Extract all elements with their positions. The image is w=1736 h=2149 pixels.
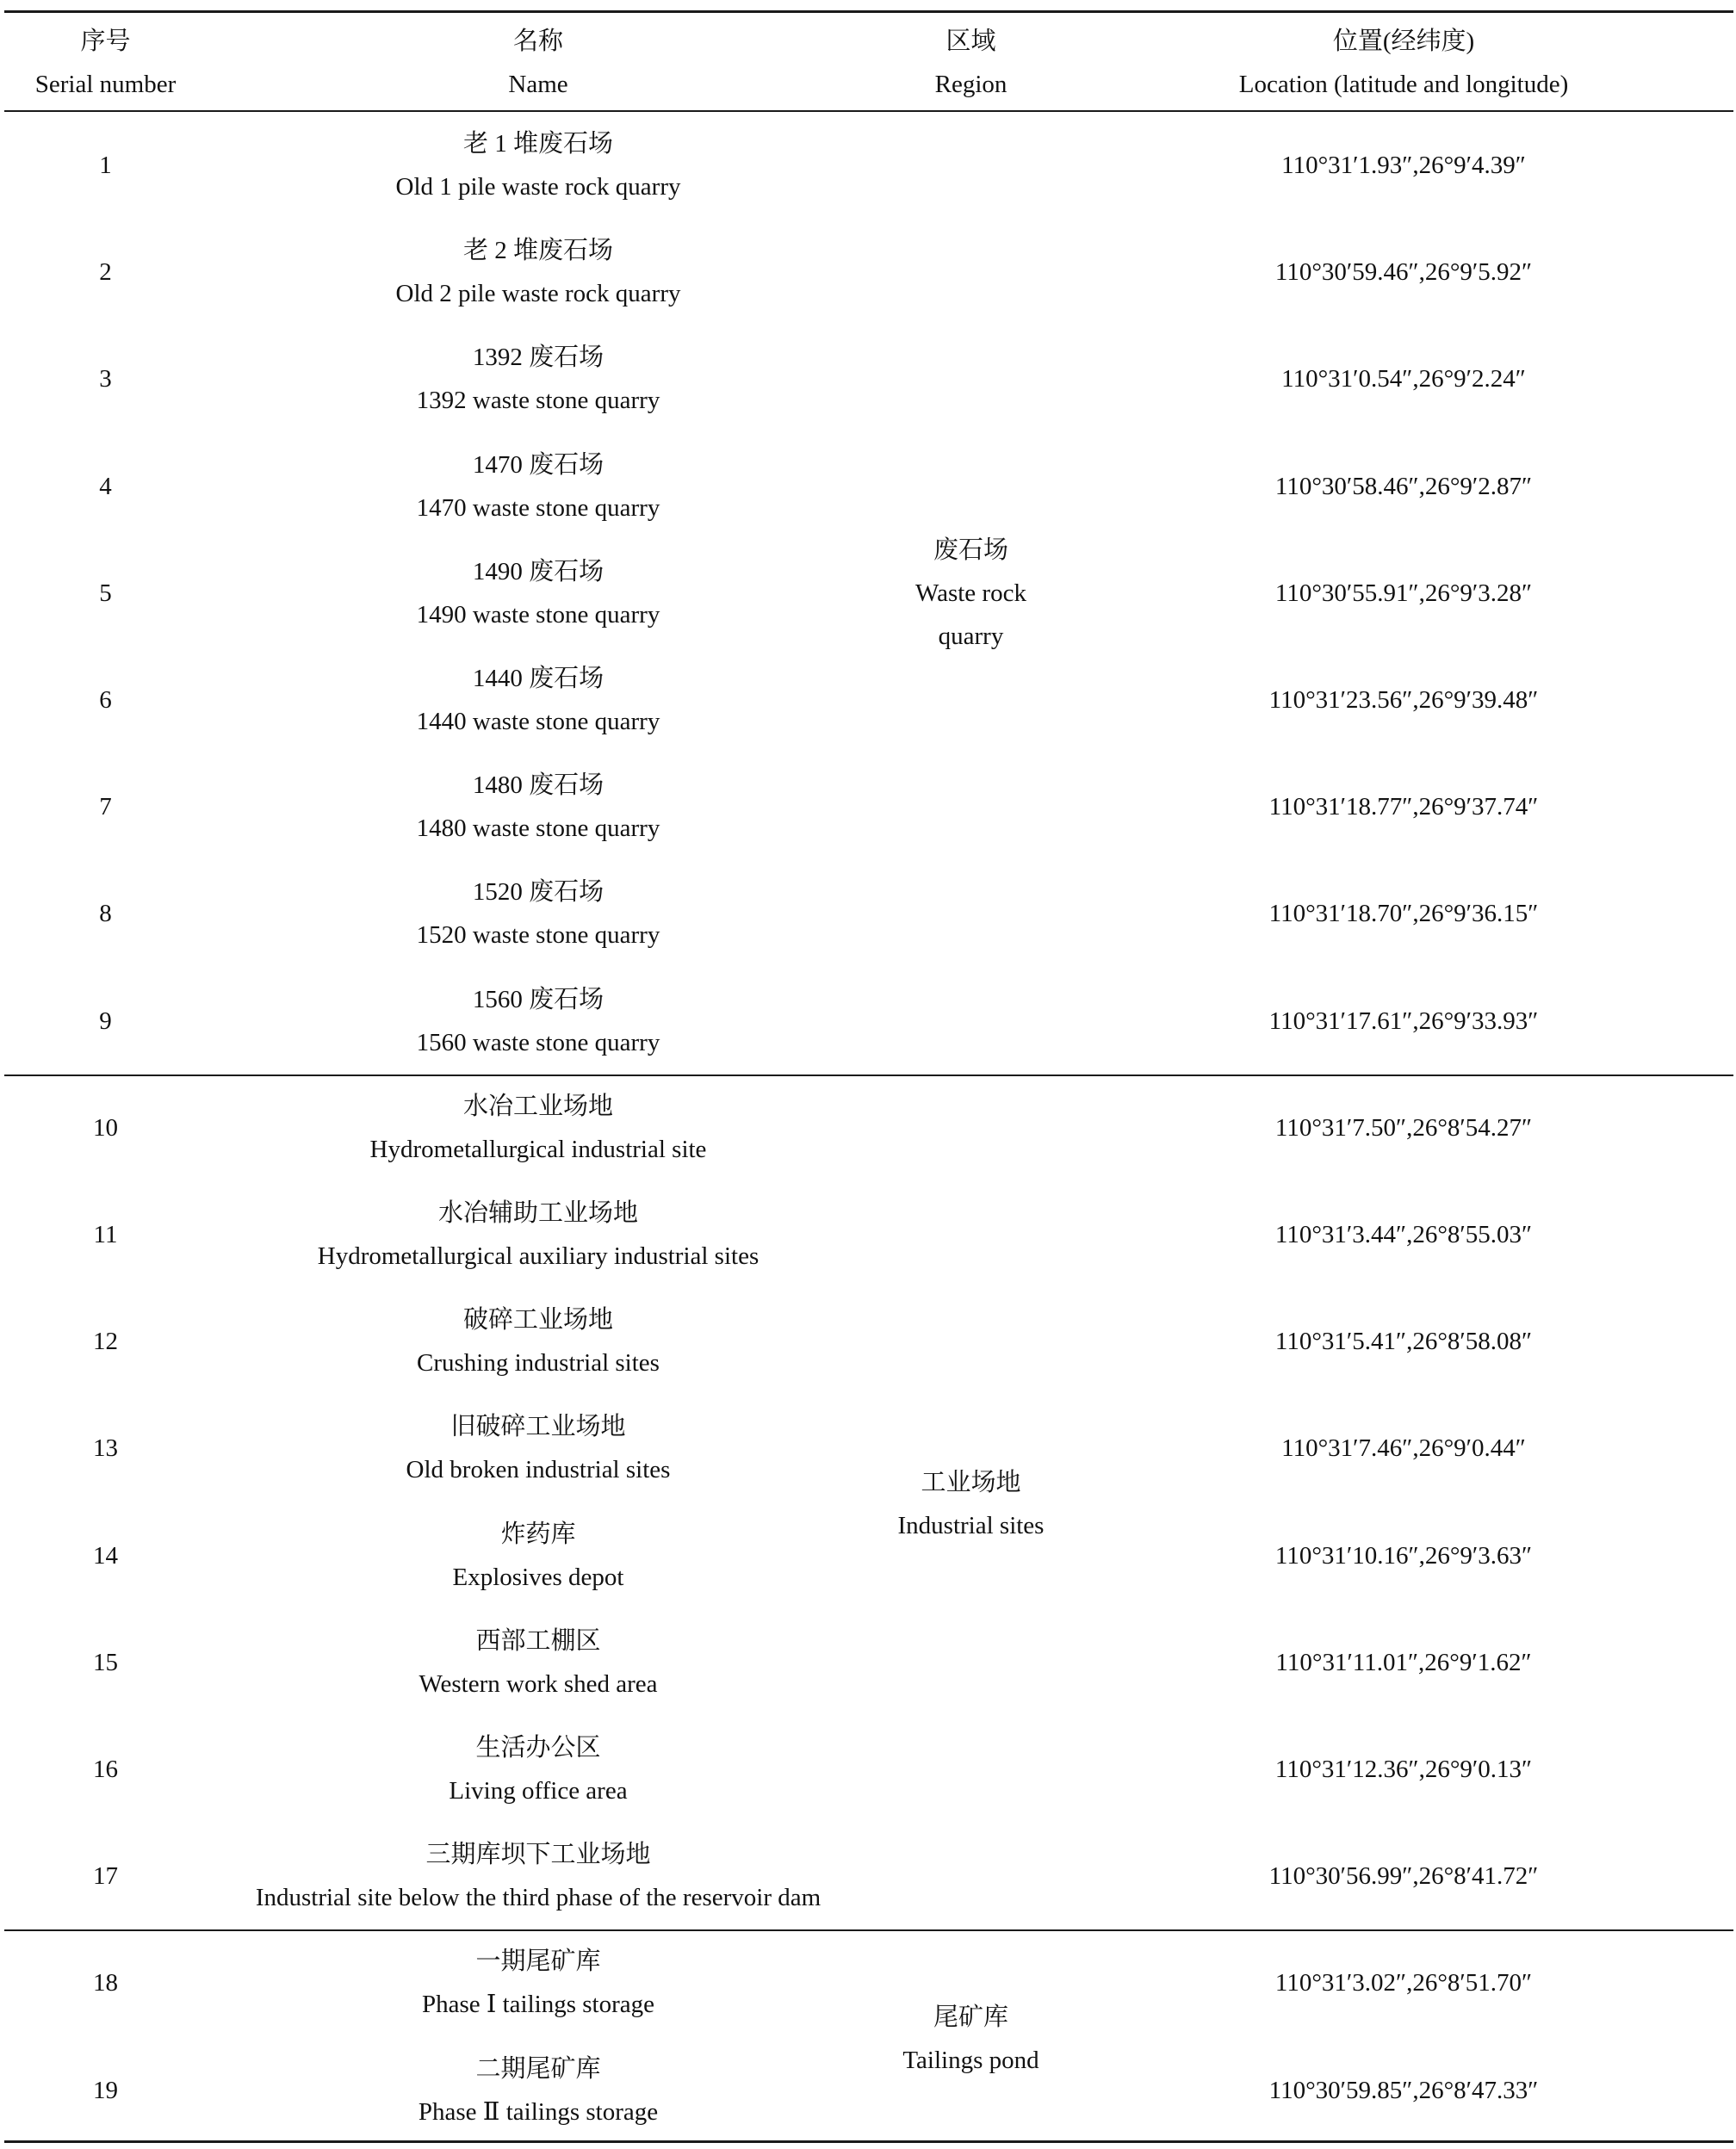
name-en: Living office area bbox=[449, 1777, 628, 1805]
region-en: Industrial sites bbox=[897, 1512, 1045, 1539]
location-cell: 110°31′23.56″,26°9′39.48″ bbox=[1268, 686, 1539, 714]
serial-cell: 4 bbox=[99, 473, 112, 500]
region-cn: 尾矿库 bbox=[933, 2003, 1008, 2031]
header-serial-cn: 序号 bbox=[80, 28, 131, 55]
name-cn: 水冶工业场地 bbox=[462, 1093, 613, 1120]
serial-cell: 9 bbox=[99, 1007, 112, 1035]
table-bottom-rule bbox=[4, 2140, 1733, 2143]
name-cell bbox=[194, 657, 883, 743]
name-en: 1520 waste stone quarry bbox=[416, 921, 660, 949]
name-cell bbox=[194, 2047, 883, 2134]
name-en: Crushing industrial sites bbox=[417, 1349, 660, 1377]
name-cell bbox=[194, 550, 883, 636]
location-cell: 110°31′5.41″,26°8′58.08″ bbox=[1274, 1328, 1533, 1355]
serial-cell: 7 bbox=[99, 793, 112, 821]
serial-cell: 6 bbox=[99, 686, 112, 714]
name-en: Western work shed area bbox=[418, 1670, 658, 1698]
name-cell bbox=[194, 229, 883, 315]
serial-cell: 2 bbox=[99, 258, 112, 286]
location-cell: 110°30′55.91″,26°9′3.28″ bbox=[1274, 579, 1533, 607]
name-en: 1480 waste stone quarry bbox=[416, 814, 660, 842]
name-cell bbox=[194, 978, 883, 1064]
location-cell: 110°30′58.46″,26°9′2.87″ bbox=[1274, 473, 1533, 500]
name-cn: 炸药库 bbox=[500, 1520, 576, 1548]
name-cn: 西部工棚区 bbox=[475, 1627, 601, 1655]
name-cn: 老 2 堆废石场 bbox=[462, 237, 613, 264]
header-region-cn: 区域 bbox=[946, 28, 996, 55]
name-en: Old 1 pile waste rock quarry bbox=[395, 173, 681, 201]
region-en: Tailings pond bbox=[902, 2047, 1039, 2074]
name-cn: 二期尾矿库 bbox=[475, 2055, 601, 2083]
region-cell-industrial bbox=[861, 1461, 1081, 1547]
region-en-cont: quarry bbox=[938, 622, 1004, 650]
header-name-en: Name bbox=[508, 71, 568, 98]
name-cell bbox=[194, 764, 883, 850]
name-cell bbox=[194, 1085, 883, 1171]
location-cell: 110°31′17.61″,26°9′33.93″ bbox=[1268, 1007, 1539, 1035]
name-en: Explosives depot bbox=[452, 1564, 624, 1591]
name-cell bbox=[194, 1726, 883, 1812]
header-location-en: Location (latitude and longitude) bbox=[1238, 71, 1569, 98]
name-en: 1470 waste stone quarry bbox=[416, 494, 660, 522]
name-cn: 1520 废石场 bbox=[472, 878, 604, 906]
name-en: Hydrometallurgical auxiliary industrial sites bbox=[317, 1242, 760, 1270]
location-cell: 110°31′0.54″,26°9′2.24″ bbox=[1281, 365, 1526, 393]
serial-cell: 3 bbox=[99, 365, 112, 393]
serial-cell: 8 bbox=[99, 900, 112, 927]
serial-cell: 5 bbox=[99, 579, 112, 607]
header-serial bbox=[0, 20, 211, 106]
name-cell bbox=[194, 1940, 883, 2026]
location-cell: 110°31′11.01″,26°9′1.62″ bbox=[1275, 1649, 1532, 1676]
location-cell: 110°30′59.46″,26°9′5.92″ bbox=[1274, 258, 1533, 286]
name-cell bbox=[194, 443, 883, 530]
name-cn: 旧破碎工业场地 bbox=[450, 1413, 626, 1440]
name-en: 1440 waste stone quarry bbox=[416, 708, 660, 735]
header-region bbox=[861, 20, 1081, 106]
name-cell bbox=[194, 1833, 883, 1919]
header-name bbox=[194, 20, 883, 106]
name-cn: 1480 废石场 bbox=[472, 771, 604, 799]
header-region-en: Region bbox=[934, 71, 1008, 98]
name-en: Old broken industrial sites bbox=[406, 1456, 671, 1483]
region-cn: 工业场地 bbox=[921, 1469, 1021, 1496]
name-cn: 1560 废石场 bbox=[472, 986, 604, 1013]
serial-cell: 1 bbox=[99, 152, 112, 179]
location-cell: 110°31′10.16″,26°9′3.63″ bbox=[1274, 1542, 1533, 1570]
serial-cell: 14 bbox=[93, 1542, 118, 1570]
serial-cell: 11 bbox=[93, 1221, 118, 1248]
header-name-cn: 名称 bbox=[512, 28, 563, 55]
header-serial-en: Serial number bbox=[34, 71, 177, 98]
header-bottom-rule bbox=[4, 110, 1733, 112]
serial-cell: 19 bbox=[93, 2077, 118, 2104]
name-en: Old 2 pile waste rock quarry bbox=[395, 280, 681, 307]
location-cell: 110°31′3.44″,26°8′55.03″ bbox=[1274, 1221, 1533, 1248]
name-cn: 三期库坝下工业场地 bbox=[425, 1841, 651, 1868]
name-en: Phase Ⅰ tailings storage bbox=[422, 1991, 654, 2018]
location-cell: 110°31′1.93″,26°9′4.39″ bbox=[1281, 152, 1526, 179]
header-location-cn: 位置(经纬度) bbox=[1332, 28, 1475, 55]
location-cell: 110°31′7.50″,26°8′54.27″ bbox=[1274, 1114, 1533, 1142]
name-en: Phase Ⅱ tailings storage bbox=[418, 2098, 659, 2126]
location-cell: 110°31′3.02″,26°8′51.70″ bbox=[1274, 1969, 1533, 1997]
name-cn: 水冶辅助工业场地 bbox=[437, 1199, 638, 1227]
region-cell-waste-rock bbox=[861, 529, 1081, 658]
header-location bbox=[1145, 20, 1662, 106]
serial-cell: 10 bbox=[93, 1114, 118, 1142]
location-cell: 110°30′56.99″,26°8′41.72″ bbox=[1268, 1862, 1539, 1890]
name-cn: 一期尾矿库 bbox=[475, 1948, 601, 1975]
location-cell: 110°31′12.36″,26°9′0.13″ bbox=[1274, 1756, 1533, 1783]
serial-cell: 15 bbox=[93, 1649, 118, 1676]
location-cell: 110°30′59.85″,26°8′47.33″ bbox=[1268, 2077, 1539, 2104]
name-cell bbox=[194, 1192, 883, 1278]
name-cell bbox=[194, 122, 883, 208]
name-en: 1560 waste stone quarry bbox=[416, 1029, 660, 1056]
name-cell bbox=[194, 870, 883, 957]
region-cell-tailings bbox=[861, 1996, 1081, 2082]
name-cn: 1490 废石场 bbox=[472, 558, 604, 585]
region-cn: 废石场 bbox=[933, 536, 1008, 564]
serial-cell: 17 bbox=[93, 1862, 118, 1890]
name-en: Hydrometallurgical industrial site bbox=[369, 1136, 707, 1163]
region-en: Waste rock bbox=[915, 579, 1026, 607]
name-en: 1490 waste stone quarry bbox=[416, 601, 660, 629]
name-cell bbox=[194, 1298, 883, 1384]
name-cn: 破碎工业场地 bbox=[462, 1306, 613, 1334]
name-cn: 1392 废石场 bbox=[472, 344, 604, 371]
location-cell: 110°31′18.77″,26°9′37.74″ bbox=[1268, 793, 1539, 821]
name-cell bbox=[194, 1513, 883, 1599]
name-cell bbox=[194, 1405, 883, 1491]
serial-cell: 12 bbox=[93, 1328, 118, 1355]
group-divider-2 bbox=[4, 1929, 1733, 1931]
location-cell: 110°31′18.70″,26°9′36.15″ bbox=[1268, 900, 1539, 927]
name-cell bbox=[194, 336, 883, 422]
group-divider-1 bbox=[4, 1074, 1733, 1076]
name-cn: 1440 废石场 bbox=[472, 665, 604, 692]
name-en: Industrial site below the third phase of the reservoir dam bbox=[255, 1884, 822, 1911]
table-top-rule bbox=[4, 10, 1733, 13]
name-cn: 1470 废石场 bbox=[472, 451, 604, 479]
serial-cell: 18 bbox=[93, 1969, 118, 1997]
name-cell bbox=[194, 1619, 883, 1706]
serial-cell: 13 bbox=[93, 1434, 118, 1462]
location-cell: 110°31′7.46″,26°9′0.44″ bbox=[1281, 1434, 1526, 1462]
name-en: 1392 waste stone quarry bbox=[416, 387, 660, 414]
serial-cell: 16 bbox=[93, 1756, 118, 1783]
name-cn: 老 1 堆废石场 bbox=[462, 130, 613, 158]
name-cn: 生活办公区 bbox=[475, 1734, 601, 1762]
